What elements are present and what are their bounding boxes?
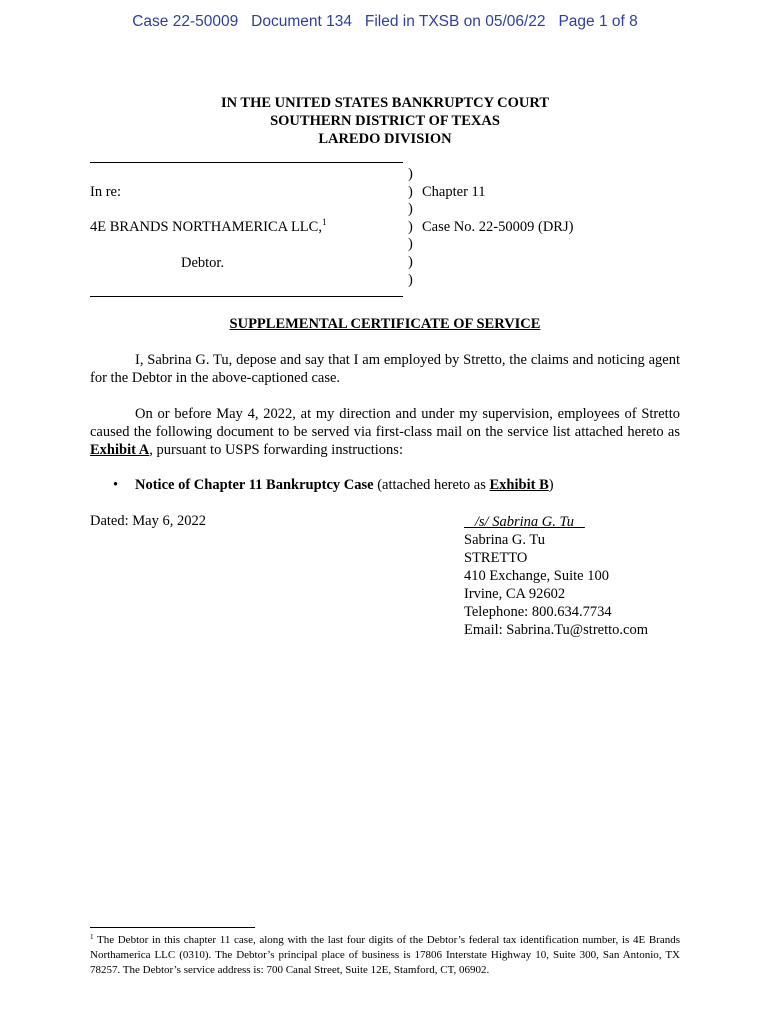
signer-address-2: Irvine, CA 92602 [464, 586, 566, 602]
footnote-number: 1 [90, 933, 94, 941]
court-name-line: IN THE UNITED STATES BANKRUPTCY COURT [220, 95, 550, 111]
debtor-name-text: 4E BRANDS NORTHAMERICA LLC, [90, 219, 322, 235]
footnote [90, 933, 680, 978]
caption-top-rule [90, 162, 403, 163]
caption-paren: ) [408, 271, 413, 288]
paragraph-1 [90, 351, 680, 387]
exhibit-b-reference: Exhibit B [489, 477, 549, 493]
in-re-label: In re: [90, 184, 121, 200]
signer-telephone: Telephone: 800.634.7734 [464, 604, 612, 620]
bullet-text-b: ) [548, 477, 554, 493]
served-document-title: Notice of Chapter 11 Bankruptcy Case [135, 477, 374, 493]
signer-address-1: 410 Exchange, Suite 100 [464, 568, 609, 584]
debtor-name [90, 219, 326, 236]
signer-name: Sabrina G. Tu [464, 532, 545, 548]
document-title: SUPPLEMENTAL CERTIFICATE OF SERVICE [229, 316, 541, 332]
paragraph-2-text-b: , pursuant to USPS forwarding instructions: [149, 442, 403, 458]
chapter-label: Chapter 11 [422, 184, 486, 200]
dated-line: Dated: May 6, 2022 [90, 513, 206, 529]
caption-paren: ) [408, 236, 413, 253]
bullet-icon: • [113, 477, 119, 493]
caption-parentheses [408, 166, 413, 289]
paragraph-1-text: I, Sabrina G. Tu, depose and say that I am employed by Stretto, the claims and noticing agent for the Debtor in the above-captioned case. [90, 352, 680, 386]
debtor-label: Debtor. [181, 255, 225, 271]
caption-paren: ) [408, 201, 413, 218]
caption-paren: ) [408, 183, 413, 200]
bullet-text-a: (attached hereto as [373, 477, 490, 493]
signer-email: Email: Sabrina.Tu@stretto.com [464, 622, 648, 638]
case-number: Case No. 22-50009 (DRJ) [422, 219, 574, 235]
district-line: SOUTHERN DISTRICT OF TEXAS [270, 113, 500, 129]
division-line: LAREDO DIVISION [318, 131, 452, 147]
exhibit-a-reference: Exhibit A [90, 442, 150, 458]
ecf-filing-header: Case 22-50009 Document 134 Filed in TXSB on 05/06/22 Page 1 of 8 [132, 13, 638, 30]
paragraph-2-text-a: On or before May 4, 2022, at my direction and under my supervision, employees of Stretto caused the following document to be served via first-class mail on the service list attached hereto as [90, 406, 680, 440]
footnote-separator [90, 927, 255, 928]
court-heading [0, 94, 770, 148]
caption-paren: ) [408, 166, 413, 182]
caption-bottom-rule [90, 296, 403, 297]
signer-company: STRETTO [464, 550, 528, 566]
footnote-ref: 1 [321, 217, 327, 227]
signature-line: /s/ Sabrina G. Tu [464, 514, 585, 530]
signature-block [464, 513, 648, 639]
served-document-bullet [113, 477, 554, 494]
paragraph-2 [90, 405, 680, 459]
caption-paren: ) [408, 218, 413, 235]
footnote-text: The Debtor in this chapter 11 case, along with the last four digits of the Debtor’s federal tax identification number, is 4E Brands Northamerica LLC (0310). The Debtor’s principal place of business is 17806 Interstate Highway 10, Suite 300, San Antonio, TX 78257. The Debtor’s service address is: 700 Canal Street, Suite 12E, Stamford, CT, 06902. [90, 934, 680, 976]
caption-paren: ) [408, 253, 413, 270]
